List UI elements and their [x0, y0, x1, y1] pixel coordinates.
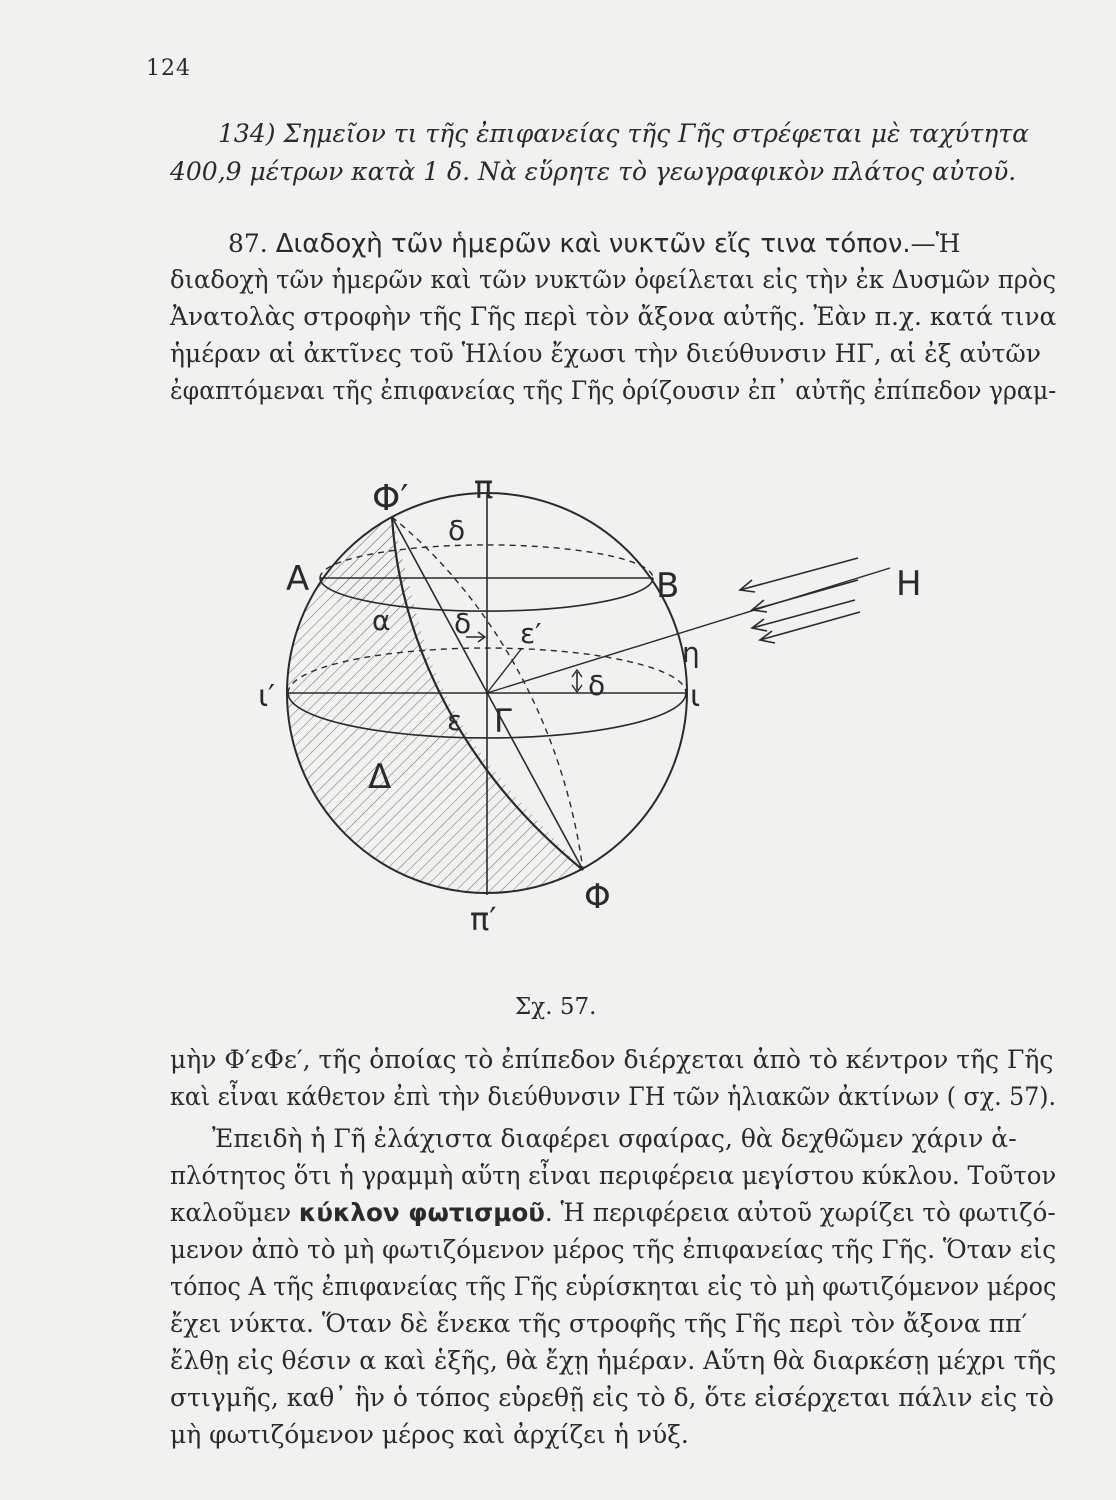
sun-rays-arrows — [740, 558, 860, 643]
label-epsilon-prime: ε′ — [520, 617, 542, 650]
label-delta-mid: δ — [454, 607, 472, 640]
label-pi: π — [474, 468, 494, 506]
label-Delta: Δ — [368, 757, 392, 797]
section-title: Διαδοχὴ τῶν ἡμερῶν καὶ νυκτῶν εἴς τινα τόπον. — [275, 229, 911, 259]
label-pi-prime: π′ — [470, 900, 497, 938]
paragraph-line: πλότητος ὅτι ἡ γραμμὴ αὕτη εἶναι περιφέρεια μεγίστου κύκλου. Τοῦτον — [170, 1161, 1057, 1190]
paragraph-line: Ἀνατολὰς στροφὴν τῆς Γῆς περὶ τὸν ἄξονα αὐτῆς. Ἐὰν π.χ. κατά τινα — [170, 302, 1057, 331]
label-delta-top: δ — [448, 514, 466, 547]
exercise-line: 400,9 μέτρων κατὰ 1 δ. Νὰ εὕρητε τὸ γεωγραφικὸν πλάτος αὐτοῦ. — [170, 157, 1017, 186]
label-epsilon: ε — [447, 704, 463, 737]
paragraph-line: στιγμῆς, καθ᾽ ἣν ὁ τόπος εὑρεθῇ εἰς τὸ δ, ὅτε εἰσέρχεται πάλιν εἰς τὸ — [170, 1383, 1054, 1412]
paragraph-line: μενον ἀπὸ τὸ μὴ φωτιζόμενον μέρος τῆς ἐπιφανείας τῆς Γῆς. Ὅταν εἰς — [170, 1235, 1057, 1264]
section-first-line-tail: —Ἡ — [910, 229, 961, 258]
paragraph-line: τόπος Α τῆς ἐπιφανείας τῆς Γῆς εὑρίσκηται εἰς τὸ μὴ φωτιζόμενον μέρος — [170, 1272, 1057, 1301]
section-number: 87. — [228, 229, 268, 258]
label-A: Α — [286, 559, 310, 599]
label-alpha: α — [372, 604, 391, 637]
paragraph-line: ἡμέραν αἱ ἀκτῖνες τοῦ Ἡλίου ἔχωσι τὴν διεύθυνσιν ΗΓ, αἱ ἐξ αὐτῶν — [170, 339, 1041, 368]
paragraph-line: Ἐπειδὴ ἡ Γῆ ἐλάχιστα διαφέρει σφαίρας, θὰ δεχθῶμεν χάριν ἁ- — [212, 1124, 1017, 1153]
term-illumination-circle: κύκλον φωτισμοῦ — [298, 1198, 545, 1227]
sun-direction-line — [487, 568, 890, 693]
label-B: Β — [656, 566, 680, 606]
paragraph-line — [170, 1197, 1056, 1229]
label-delta-angle: δ — [588, 669, 606, 702]
label-gamma: Γ — [494, 702, 512, 740]
paragraph-line: μὴ φωτιζόμενον μέρος καὶ ἀρχίζει ἡ νύξ. — [170, 1420, 689, 1449]
paragraph-line: ἔχει νύκτα. Ὅταν δὲ ἕνεκα τῆς στροφῆς τῆς Γῆς περὶ τὸν ἄξονα ππ′ — [170, 1309, 1028, 1338]
page-number: 124 — [146, 56, 191, 81]
paragraph-line: διαδοχὴ τῶν ἡμερῶν καὶ τῶν νυκτῶν ὀφείλεται εἰς τὴν ἐκ Δυσμῶν πρὸς — [170, 265, 1056, 294]
label-eta: η — [682, 636, 700, 669]
paragraph-line: μὴν Φ′εΦε′, τῆς ὁποίας τὸ ἐπίπεδον διέρχεται ἀπὸ τὸ κέντρον τῆς Γῆς — [170, 1045, 1054, 1074]
label-iota-prime: ι′ — [258, 679, 275, 714]
exercise-line: 134) Σημεῖον τι τῆς ἐπιφανείας τῆς Γῆς στρέφεται μὲ ταχύτητα — [218, 119, 1029, 148]
night-hemisphere-shading — [287, 517, 583, 894]
label-iota: ι — [690, 679, 701, 714]
paragraph-line: ἐφαπτόμεναι τῆς ἐπιφανείας τῆς Γῆς ὁρίζουσιν ἐπ᾽ αὐτῆς ἐπίπεδον γραμ- — [170, 376, 1057, 405]
text-run: . Ἡ περιφέρεια αὐτοῦ χωρίζει τὸ φωτιζό- — [544, 1198, 1056, 1227]
label-H: Η — [896, 564, 922, 604]
text-run: καλοῦμεν — [170, 1198, 299, 1227]
radius-to-epsilon-prime — [487, 648, 522, 693]
label-phi: Φ — [584, 877, 611, 917]
paragraph-line: ἔλθῃ εἰς θέσιν α καὶ ἑξῆς, θὰ ἔχῃ ἡμέραν. Αὕτη θὰ διαρκέσῃ μέχρι τῆς — [170, 1346, 1057, 1375]
label-phi-prime: Φ′ — [372, 478, 409, 519]
figure-caption: Σχ. 57. — [515, 994, 597, 1020]
paragraph-line: καὶ εἶναι κάθετον ἐπὶ τὴν διεύθυνσιν ΓΗ τῶν ἡλιακῶν ἀκτίνων ( σχ. 57). — [170, 1082, 1057, 1111]
